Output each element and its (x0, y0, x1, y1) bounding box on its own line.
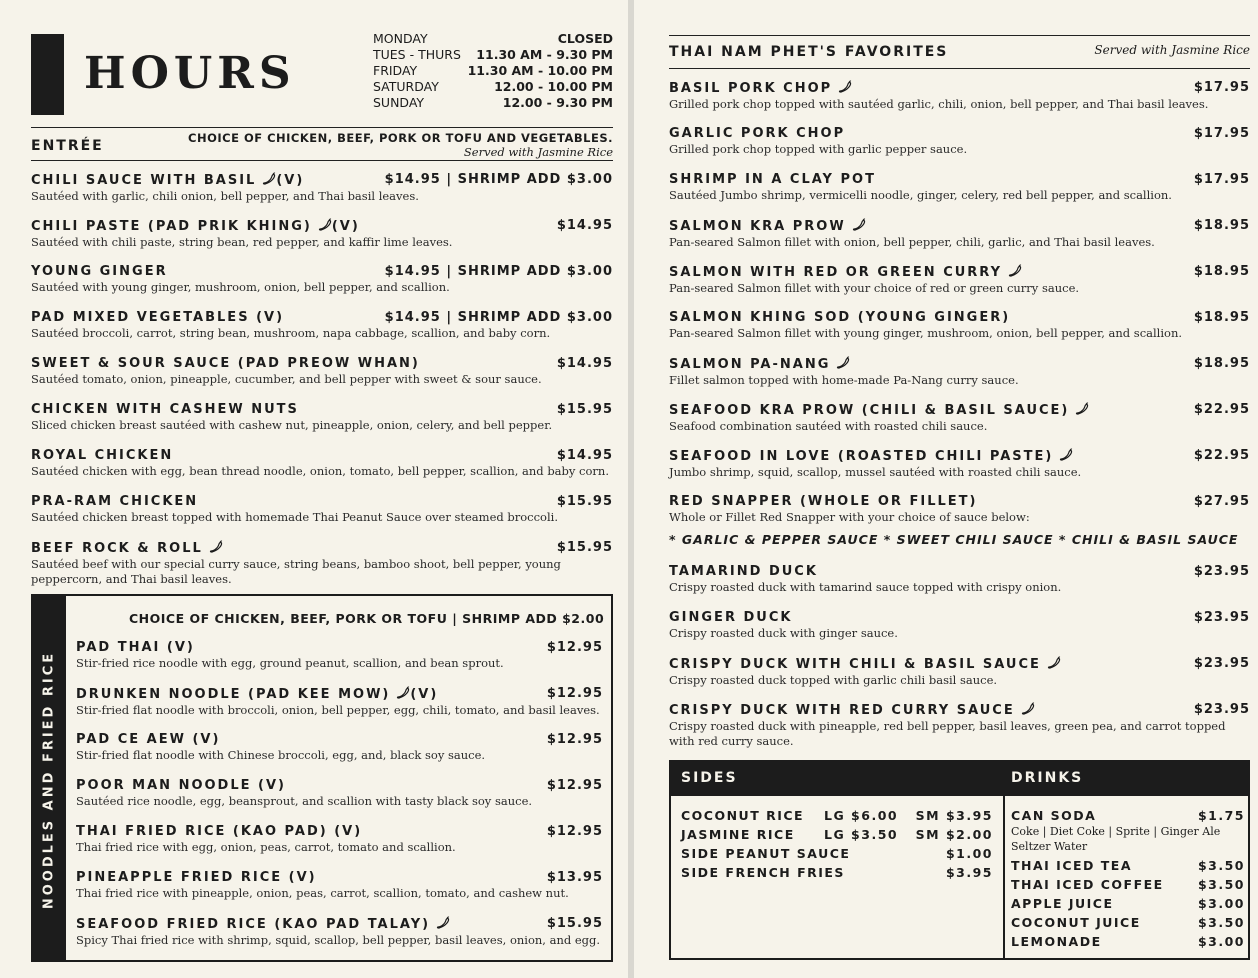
menu-item-title (76, 916, 450, 933)
menu-item-description: Stir-fried flat noodle with broccoli, onion, bell pepper, egg, chili, tomato, and basil leaves. (76, 703, 600, 717)
menu-item-name: SHRIMP IN A CLAY POT (669, 172, 876, 187)
menu-item-price: $15.95 (556, 402, 613, 417)
menu-item-header (76, 870, 603, 886)
menu-item-title (31, 448, 173, 464)
menu-item-price: $14.95 | SHRIMP ADD $3.00 (384, 172, 613, 187)
menu-item-header (31, 402, 613, 418)
favorites-heading: THAI NAM PHET'S FAVORITES (669, 44, 949, 60)
drink-item (1011, 932, 1245, 951)
menu-item (76, 824, 603, 855)
menu-item-description: Sautéed rice noodle, egg, beansprout, and scallion with tasty black soy sauce. (76, 794, 533, 808)
noodles-note: CHOICE OF CHICKEN, BEEF, PORK OR TOFU | SHRIMP ADD $2.00 (129, 611, 605, 626)
drink-price: $1.75 (1197, 808, 1245, 823)
noodles-section (31, 594, 613, 962)
hours-time: 12.00 - 10.00 PM (494, 79, 613, 94)
menu-item-name: SALMON KRA PROW (669, 219, 846, 234)
side-name: SIDE PEANUT SAUCE (681, 846, 851, 861)
menu-item (76, 870, 603, 901)
menu-item-price: $14.95 | SHRIMP ADD $3.00 (384, 264, 613, 279)
drink-name: APPLE JUICE (1011, 896, 1114, 911)
drink-name: COCONUT JUICE (1011, 915, 1141, 930)
menu-item (76, 916, 603, 948)
menu-item (669, 564, 1250, 595)
menu-item (669, 172, 1250, 203)
menu-item-name: CRISPY DUCK WITH CHILI & BASIL SAUCE (669, 657, 1041, 672)
menu-item-price: $14.95 (556, 356, 613, 371)
menu-item-header (31, 448, 613, 464)
drink-name: LEMONADE (1011, 934, 1102, 949)
menu-item-name: GARLIC PORK CHOP (669, 126, 846, 141)
menu-item (669, 80, 1250, 112)
left-menu-page (0, 0, 628, 978)
menu-item (669, 264, 1250, 296)
menu-item-title (31, 356, 420, 372)
menu-item (669, 356, 1250, 388)
chili-pepper-icon (1047, 657, 1061, 672)
drink-item (1011, 806, 1245, 825)
drinks-heading: DRINKS (1011, 770, 1084, 786)
side-item (681, 844, 993, 863)
side-price: LG $3.50 SM $2.00 (823, 827, 993, 842)
menu-item-price: $12.95 (546, 686, 603, 701)
menu-item-title (669, 656, 1061, 673)
menu-item-price: $15.95 (546, 916, 603, 931)
menu-item-description: Crispy roasted duck topped with garlic chili basil sauce. (669, 673, 998, 687)
menu-item (669, 218, 1250, 250)
hours-time: CLOSED (557, 31, 613, 46)
drink-item (1011, 894, 1245, 913)
menu-item (669, 656, 1250, 688)
menu-item-name: ROYAL CHICKEN (31, 448, 174, 463)
menu-item-price: $23.95 (1193, 702, 1250, 717)
soda-flavors-extra: Seltzer Water (1011, 840, 1088, 853)
menu-item-description: Pan-seared Salmon fillet with your choice of red or green curry sauce. (669, 281, 1080, 295)
menu-item-description: Sautéed with garlic, chili onion, bell pepper, and Thai basil leaves. (31, 189, 419, 203)
chili-pepper-icon (1059, 449, 1073, 464)
menu-item-description: Seafood combination sautéed with roasted chili sauce. (669, 419, 988, 433)
menu-item (669, 310, 1250, 341)
right-menu-page (634, 0, 1258, 978)
menu-item-header (76, 640, 603, 656)
menu-item-title (31, 310, 284, 326)
menu-item-title (31, 494, 198, 510)
menu-item (31, 172, 613, 204)
menu-item-header (31, 218, 613, 235)
side-item (681, 806, 993, 825)
menu-item-title (669, 494, 977, 510)
menu-item-header (31, 172, 613, 189)
drink-item (1011, 856, 1245, 875)
menu-item-header (669, 264, 1250, 281)
menu-item (76, 640, 603, 671)
menu-item-price: $23.95 (1193, 610, 1250, 625)
menu-item-header (669, 656, 1250, 673)
menu-item-title (76, 686, 438, 703)
hours-row (373, 95, 613, 111)
menu-item-title (669, 310, 1010, 326)
menu-item-description: Sautéed with young ginger, mushroom, onion, bell pepper, and scallion. (31, 280, 450, 294)
hours-title: HOURS (84, 48, 296, 99)
menu-item-title (31, 264, 168, 280)
vegetarian-mark: (V) (331, 219, 360, 234)
menu-item-name: BASIL PORK CHOP (669, 81, 833, 96)
drink-item (1011, 875, 1245, 894)
chili-pepper-icon (838, 81, 852, 96)
menu-item-name: THAI FRIED RICE (KAO PAD) (V) (76, 824, 363, 839)
menu-item (31, 310, 613, 341)
menu-item (31, 494, 613, 525)
menu-item-price: $22.95 (1193, 448, 1250, 463)
menu-item-description: Grilled pork chop topped with garlic pepper sauce. (669, 142, 968, 156)
divider (31, 127, 613, 128)
menu-item (76, 686, 603, 718)
sides-drinks-divider (1003, 796, 1005, 958)
menu-item-description: Crispy roasted duck with pineapple, red bell pepper, basil leaves, green pea, and carrot topped with red curry sauce. (669, 719, 1226, 748)
vegetarian-mark: (V) (276, 173, 305, 188)
menu-item-header (669, 218, 1250, 235)
menu-item-price: $18.95 (1193, 356, 1250, 371)
menu-item-header (76, 778, 603, 794)
menu-item-description: Fillet salmon topped with home-made Pa-Nang curry sauce. (669, 373, 1019, 387)
menu-item-name: CRISPY DUCK WITH RED CURRY SAUCE (669, 703, 1015, 718)
chili-pepper-icon (1075, 403, 1089, 418)
menu-item-name: SALMON PA-NANG (669, 357, 831, 372)
menu-item-header (669, 356, 1250, 373)
menu-item-header (669, 448, 1250, 465)
menu-item-name: TAMARIND DUCK (669, 564, 818, 579)
menu-item-header (669, 564, 1250, 580)
menu-item-header (31, 356, 613, 372)
menu-item-name: SEAFOOD KRA PROW (CHILI & BASIL SAUCE) (669, 403, 1070, 418)
drink-name: THAI ICED TEA (1011, 858, 1132, 873)
menu-item-header (669, 310, 1250, 326)
menu-item-name: PINEAPPLE FRIED RICE (V) (76, 870, 317, 885)
menu-item-price: $12.95 (546, 778, 603, 793)
menu-item-title (31, 540, 223, 557)
menu-item-price: $18.95 (1193, 264, 1250, 279)
menu-item-title (669, 702, 1035, 719)
menu-item-description: Sautéed broccoli, carrot, string bean, mushroom, napa cabbage, scallion, and baby corn. (31, 326, 551, 340)
menu-item-description: Sautéed with chili paste, string bean, red pepper, and kaffir lime leaves. (31, 235, 453, 249)
menu-item-header (76, 824, 603, 840)
entree-note: CHOICE OF CHICKEN, BEEF, PORK OR TOFU AND VEGETABLES. (188, 131, 613, 145)
menu-item-header (76, 732, 603, 748)
menu-item-name: DRUNKEN NOODLE (PAD KEE MOW) (76, 687, 391, 702)
side-item (681, 863, 993, 882)
menu-item (31, 218, 613, 250)
menu-item-name: PAD MIXED VEGETABLES (V) (31, 310, 285, 325)
menu-item-price: $22.95 (1193, 402, 1250, 417)
drink-price: $3.50 (1197, 877, 1245, 892)
entree-heading: ENTRÉE (31, 138, 104, 154)
sides-drinks-box (669, 760, 1250, 960)
menu-item-description: Grilled pork chop topped with sautéed garlic, chili, onion, bell pepper, and Thai basil leaves. (669, 97, 1209, 111)
menu-item (31, 448, 613, 479)
drink-price: $3.00 (1197, 896, 1245, 911)
menu-item-header (669, 402, 1250, 419)
side-name: JASMINE RICE (681, 827, 795, 842)
menu-item-price: $15.95 (556, 494, 613, 509)
menu-item-title (76, 640, 195, 656)
menu-item-description: Crispy roasted duck with tamarind sauce topped with crispy onion. (669, 580, 1062, 594)
menu-item-title (76, 870, 317, 886)
menu-item-header (76, 916, 603, 933)
menu-item-name: POOR MAN NOODLE (V) (76, 778, 286, 793)
menu-item-name: SEAFOOD FRIED RICE (KAO PAD TALAY) (76, 917, 431, 932)
hours-row (373, 79, 613, 95)
side-item (681, 825, 993, 844)
hours-day: MONDAY (373, 31, 428, 46)
hours-time: 11.30 AM - 10.00 PM (467, 63, 613, 78)
menu-item-description: Sautéed tomato, onion, pineapple, cucumber, and bell pepper with sweet & sour sauce. (31, 372, 542, 386)
drink-item (1011, 913, 1245, 932)
hours-row (373, 47, 613, 63)
menu-item-title (31, 172, 304, 189)
menu-item-header (669, 702, 1250, 719)
menu-item-description: Whole or Fillet Red Snapper with your choice of sauce below: (669, 510, 1030, 524)
menu-item (76, 778, 603, 809)
menu-item-header (669, 80, 1250, 97)
menu-item-description: Thai fried rice with pineapple, onion, peas, carrot, scallion, tomato, and cashew nut. (76, 886, 569, 900)
drink-name: CAN SODA (1011, 808, 1097, 823)
soda-flavors: Coke | Diet Coke | Sprite | Ginger Ale (1011, 825, 1221, 838)
favorites-served-note: Served with Jasmine Rice (1094, 43, 1250, 57)
hours-day: SATURDAY (373, 79, 439, 94)
menu-item-description: Pan-seared Salmon fillet with young ginger, mushroom, onion, bell pepper, and scallion. (669, 326, 1183, 340)
menu-item-price: $27.95 (1193, 494, 1250, 509)
menu-item-title (669, 564, 818, 580)
menu-item (669, 610, 1250, 641)
menu-item-header (669, 610, 1250, 626)
sides-drinks-header (671, 762, 1248, 796)
hours-time: 11.30 AM - 9.30 PM (476, 47, 613, 62)
menu-item-header (669, 494, 1250, 510)
divider (669, 35, 1250, 36)
menu-item-name: CHILI SAUCE WITH BASIL (31, 173, 257, 188)
sides-heading: SIDES (681, 770, 738, 786)
hours-day: TUES - THURS (373, 47, 461, 62)
menu-item-name: SALMON WITH RED OR GREEN CURRY (669, 265, 1003, 280)
chili-pepper-icon (852, 219, 866, 234)
menu-item-description: Crispy roasted duck with ginger sauce. (669, 626, 898, 640)
menu-item-header (31, 540, 613, 557)
menu-item-description: Sautéed chicken with egg, bean thread noodle, onion, tomato, bell pepper, scallion, and baby corn. (31, 464, 609, 478)
chili-pepper-icon (396, 687, 410, 702)
menu-item-header (76, 686, 603, 703)
noodles-vertical-label: NOODLES AND FRIED RICE (41, 650, 57, 910)
menu-item (31, 264, 613, 295)
menu-item-header (669, 126, 1250, 142)
menu-item-name: GINGER DUCK (669, 610, 793, 625)
menu-item-title (669, 356, 850, 373)
menu-item-title (669, 126, 845, 142)
menu-item-name: SEAFOOD IN LOVE (ROASTED CHILI PASTE) (669, 449, 1054, 464)
menu-item-name: SWEET & SOUR SAUCE (PAD PREOW WHAN) (31, 356, 420, 371)
menu-item-description: Sliced chicken breast sautéed with cashew nut, pineapple, onion, celery, and bell pepper. (31, 418, 553, 432)
side-price: LG $6.00 SM $3.95 (823, 808, 993, 823)
hours-row (373, 63, 613, 79)
menu-item-header (31, 310, 613, 326)
menu-item-name: PAD CE AEW (V) (76, 732, 221, 747)
drink-price: $3.50 (1197, 858, 1245, 873)
side-price: $1.00 (945, 846, 993, 861)
menu-item-price: $14.95 | SHRIMP ADD $3.00 (384, 310, 613, 325)
drink-price: $3.50 (1197, 915, 1245, 930)
menu-item-title (76, 824, 362, 840)
menu-item (669, 402, 1250, 434)
menu-item-price: $12.95 (546, 640, 603, 655)
menu-item-price: $18.95 (1193, 218, 1250, 233)
menu-item (669, 126, 1250, 157)
menu-item-title (669, 448, 1073, 465)
side-name: SIDE FRENCH FRIES (681, 865, 845, 880)
menu-item-description: Pan-seared Salmon fillet with onion, bell pepper, chili, garlic, and Thai basil leaves. (669, 235, 1155, 249)
menu-item-title (669, 218, 866, 235)
menu-item (31, 540, 613, 587)
menu-item-title (669, 402, 1089, 419)
snapper-sauce-options: * GARLIC & PEPPER SAUCE * SWEET CHILI SAUCE * CHILI & BASIL SAUCE (669, 532, 1239, 547)
menu-item-name: YOUNG GINGER (31, 264, 168, 279)
menu-item (31, 356, 613, 387)
menu-item-description: Stir-fried rice noodle with egg, ground peanut, scallion, and bean sprout. (76, 656, 504, 670)
divider (669, 68, 1250, 69)
menu-item-title (669, 80, 852, 97)
menu-item-header (31, 494, 613, 510)
menu-item-name: BEEF ROCK & ROLL (31, 541, 203, 556)
menu-item-description: Spicy Thai fried rice with shrimp, squid, scallop, bell pepper, basil leaves, onion, and egg. (76, 933, 601, 947)
menu-item-price: $17.95 (1193, 80, 1250, 95)
menu-item-price: $12.95 (546, 824, 603, 839)
menu-item-name: PAD THAI (V) (76, 640, 195, 655)
menu-item-price: $17.95 (1193, 126, 1250, 141)
drink-name: THAI ICED COFFEE (1011, 877, 1164, 892)
noodles-accent-bar (33, 596, 66, 960)
menu-item-header (31, 264, 613, 280)
chili-pepper-icon (836, 357, 850, 372)
menu-item-name: CHILI PASTE (PAD PRIK KHING) (31, 219, 312, 234)
menu-item-title (669, 610, 792, 626)
menu-item-name: SALMON KHING SOD (YOUNG GINGER) (669, 310, 1011, 325)
hours-accent-bar (31, 34, 64, 115)
menu-item-description: Stir-fried flat noodle with Chinese broccoli, egg, and, black soy sauce. (76, 748, 486, 762)
vegetarian-mark: (V) (410, 687, 439, 702)
chili-pepper-icon (1008, 265, 1022, 280)
side-price: $3.95 (945, 865, 993, 880)
menu-item-price: $23.95 (1193, 564, 1250, 579)
menu-item-description: Sautéed beef with our special curry sauce, string beans, bamboo shoot, bell pepper, young peppercorn, and Thai basil leaves. (31, 557, 561, 586)
hours-day: FRIDAY (373, 63, 418, 78)
menu-item-price: $15.95 (556, 540, 613, 555)
menu-item (76, 732, 603, 763)
menu-item (669, 494, 1250, 525)
menu-item-title (76, 778, 286, 794)
menu-item-price: $14.95 (556, 218, 613, 233)
entree-served-note: Served with Jasmine Rice (463, 145, 613, 159)
divider (31, 160, 613, 161)
menu-item-price: $13.95 (546, 870, 603, 885)
side-name: COCONUT RICE (681, 808, 805, 823)
menu-item-price: $23.95 (1193, 656, 1250, 671)
hours-row (373, 31, 613, 47)
menu-item-header (669, 172, 1250, 188)
hours-table (373, 31, 613, 111)
menu-item-title (31, 218, 360, 235)
chili-pepper-icon (436, 917, 450, 932)
chili-pepper-icon (318, 219, 332, 234)
menu-item-title (76, 732, 220, 748)
menu-item-price: $17.95 (1193, 172, 1250, 187)
menu-item-description: Jumbo shrimp, squid, scallop, mussel sautéed with roasted chili sauce. (669, 465, 1082, 479)
menu-item-price: $18.95 (1193, 310, 1250, 325)
hours-day: SUNDAY (373, 95, 425, 110)
menu-item-name: PRA-RAM CHICKEN (31, 494, 199, 509)
menu-item-title (31, 402, 299, 418)
menu-item-name: RED SNAPPER (WHOLE OR FILLET) (669, 494, 978, 509)
menu-item-description: Sautéed Jumbo shrimp, vermicelli noodle, ginger, celery, red bell pepper, and scallion. (669, 188, 1172, 202)
menu-item-description: Sautéed chicken breast topped with homemade Thai Peanut Sauce over steamed broccoli. (31, 510, 558, 524)
hours-time: 12.00 - 9.30 PM (502, 95, 613, 110)
menu-item-price: $12.95 (546, 732, 603, 747)
menu-item-price: $14.95 (556, 448, 613, 463)
chili-pepper-icon (262, 173, 276, 188)
menu-item-name: CHICKEN WITH CASHEW NUTS (31, 402, 299, 417)
chili-pepper-icon (1021, 703, 1035, 718)
menu-item-title (669, 172, 876, 188)
chili-pepper-icon (209, 541, 223, 556)
drink-price: $3.00 (1197, 934, 1245, 949)
menu-item (31, 402, 613, 433)
menu-item (669, 448, 1250, 480)
menu-item-description: Thai fried rice with egg, onion, peas, carrot, tomato and scallion. (76, 840, 456, 854)
menu-item (669, 702, 1250, 749)
menu-item-title (669, 264, 1022, 281)
